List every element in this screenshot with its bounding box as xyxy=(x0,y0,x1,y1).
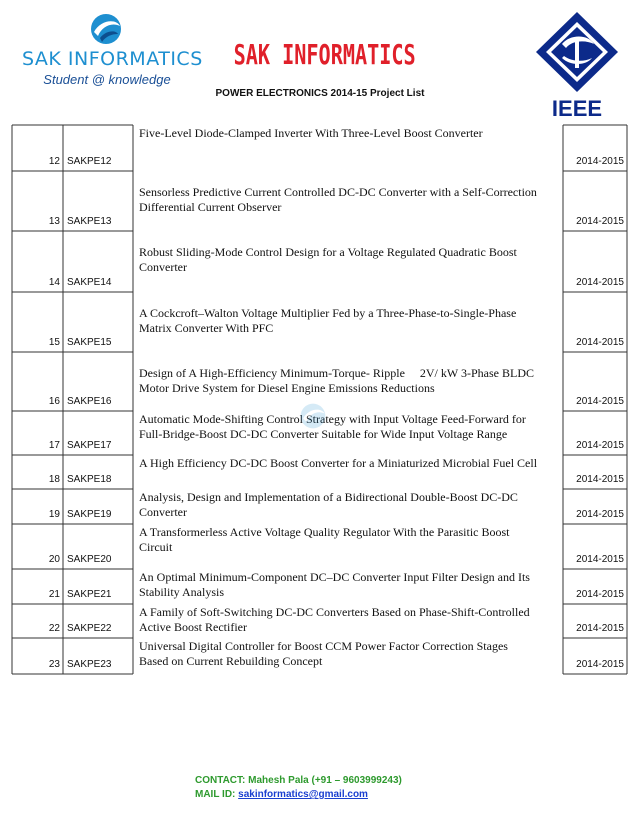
project-year: 2014-2015 xyxy=(576,623,624,634)
email-link[interactable]: sakinformatics@gmail.com xyxy=(238,789,368,800)
row-number: 20 xyxy=(48,554,60,565)
project-title xyxy=(139,245,559,275)
project-year: 2014-2015 xyxy=(576,589,624,600)
project-title xyxy=(139,605,559,635)
project-title xyxy=(139,306,559,336)
project-code: SAKPE14 xyxy=(67,277,112,288)
project-year: 2014-2015 xyxy=(576,216,624,227)
title-line: Universal Digital Controller for Boost CCM Power Factor Correction Stages xyxy=(139,639,508,653)
project-year: 2014-2015 xyxy=(576,156,624,167)
mail-label: MAIL ID: xyxy=(195,789,239,800)
project-code: SAKPE22 xyxy=(67,623,112,634)
title-line: Stability Analysis xyxy=(139,585,225,599)
project-code: SAKPE15 xyxy=(67,337,112,348)
title-line: Analysis, Design and Implementation of a Bidirectional Double-Boost DC-DC xyxy=(139,490,518,504)
project-code: SAKPE12 xyxy=(67,156,112,167)
title-line: A Family of Soft-Switching DC-DC Converters Based on Phase-Shift-Controlled xyxy=(139,605,530,619)
project-code: SAKPE13 xyxy=(67,216,112,227)
project-year: 2014-2015 xyxy=(576,509,624,520)
brand-name: SAK INFORMATICS xyxy=(22,48,203,70)
title-line: Differential Current Observer xyxy=(139,200,282,214)
project-year: 2014-2015 xyxy=(576,659,624,670)
project-title xyxy=(139,570,559,600)
ieee-label: IEEE xyxy=(551,96,603,120)
ieee-diamond-icon xyxy=(536,12,618,92)
project-year: 2014-2015 xyxy=(576,396,624,407)
title-line: Automatic Mode-Shifting Control Strategy with Input Voltage Feed-Forward for xyxy=(139,412,526,426)
brand-tagline: Student @ knowledge xyxy=(43,72,171,87)
contact-line: CONTACT: Mahesh Pala (+91 – 9603999243) xyxy=(195,775,402,786)
project-title xyxy=(139,525,559,555)
row-number: 21 xyxy=(48,589,60,600)
project-code: SAKPE23 xyxy=(67,659,112,670)
ieee-logo xyxy=(532,10,622,120)
project-code: SAKPE19 xyxy=(67,509,112,520)
project-title xyxy=(139,366,559,396)
project-code: SAKPE16 xyxy=(67,396,112,407)
project-title xyxy=(139,490,559,520)
project-code: SAKPE20 xyxy=(67,554,112,565)
title-line: Converter xyxy=(139,505,187,519)
row-number: 12 xyxy=(48,156,60,167)
title-line: Five-Level Diode-Clamped Inverter With Three-Level Boost Converter xyxy=(139,126,483,140)
title-line: Matrix Converter With PFC xyxy=(139,321,274,335)
row-number: 22 xyxy=(48,623,60,634)
title-line: Active Boost Rectifier xyxy=(139,620,247,634)
row-number: 13 xyxy=(48,216,60,227)
row-number: 18 xyxy=(48,474,60,485)
project-code: SAKPE18 xyxy=(67,474,112,485)
project-year: 2014-2015 xyxy=(576,337,624,348)
project-title xyxy=(139,412,559,442)
row-number: 17 xyxy=(48,440,60,451)
project-year: 2014-2015 xyxy=(576,277,624,288)
project-year: 2014-2015 xyxy=(576,474,624,485)
project-code: SAKPE21 xyxy=(67,589,112,600)
title-line: Converter xyxy=(139,260,187,274)
title-line: Circuit xyxy=(139,540,173,554)
brand-logo xyxy=(22,12,203,92)
project-title xyxy=(139,185,559,215)
title-line: An Optimal Minimum-Component DC–DC Converter Input Filter Design and Its xyxy=(139,570,530,584)
title-line: Motor Drive System for Diesel Engine Emissions Reductions xyxy=(139,381,435,395)
title-line: Based on Current Rebuilding Concept xyxy=(139,654,323,668)
project-title xyxy=(139,456,559,471)
row-number: 23 xyxy=(48,659,60,670)
mail-line xyxy=(195,788,402,802)
list-subtitle: POWER ELECTRONICS 2014-15 Project List xyxy=(215,88,425,99)
row-number: 16 xyxy=(48,396,60,407)
row-number: 14 xyxy=(48,277,60,288)
title-line: A Cockcroft–Walton Voltage Multiplier Fed by a Three-Phase-to-Single-Phase xyxy=(139,306,517,320)
brand-swirl-icon xyxy=(86,12,126,46)
project-code: SAKPE17 xyxy=(67,440,112,451)
page-title: SAK INFORMATICS xyxy=(233,38,416,71)
footer-contact xyxy=(195,774,402,802)
project-year: 2014-2015 xyxy=(576,554,624,565)
project-year: 2014-2015 xyxy=(576,440,624,451)
row-number: 15 xyxy=(48,337,60,348)
project-title xyxy=(139,126,559,141)
watermark-icon xyxy=(296,402,330,430)
title-line: A High Efficiency DC-DC Boost Converter for a Miniaturized Microbial Fuel Cell xyxy=(139,456,538,470)
row-number: 19 xyxy=(48,509,60,520)
title-line: Design of A High-Efficiency Minimum-Torque- Ripple 2V/ kW 3-Phase BLDC xyxy=(139,366,534,380)
project-title xyxy=(139,639,559,669)
title-line: A Transformerless Active Voltage Quality Regulator With the Parasitic Boost xyxy=(139,525,510,539)
title-line: Robust Sliding-Mode Control Design for a Voltage Regulated Quadratic Boost xyxy=(139,245,517,259)
title-line: Full-Bridge-Boost DC-DC Converter Suitable for Wide Input Voltage Range xyxy=(139,427,508,441)
title-line: Sensorless Predictive Current Controlled DC-DC Converter with a Self-Correction xyxy=(139,185,537,199)
